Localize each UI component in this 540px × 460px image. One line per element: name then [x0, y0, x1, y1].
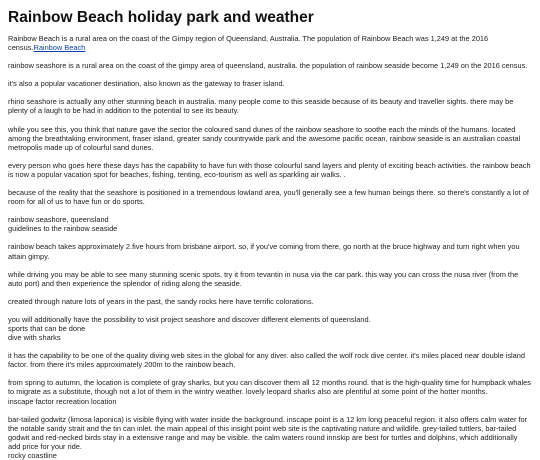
paragraph: created through nature lots of years in the past, the sandy rocks here have terrific colorations.	[8, 296, 314, 306]
paragraph: rhino seashore is actually any other stunning beach in australia. many people come to this seaside because of its beauty and traveller sights. there may be plenty of a laugh to be had in addition to the potential to see its beauty.	[8, 97, 514, 116]
section-line: inscape factor recreation location	[8, 396, 117, 406]
intro-text: Rainbow Beach is a rural area on the coast of the Gimpy region of Queensland, Australia. The population of Rainbow Beach was 1,249 at the 2016 census.	[8, 34, 489, 53]
section-line: bar-tailed godwitz (limosa laponica) is visible flying with water inside the background. inscape point is a 12 km long peaceful region. it also offers calm water for the notable sandy strait and the tin can inlet. the main appeal of this insight point web site is the captivating nature and wildlife. grey-tailed tuttlers, bar-tailed godwit and red-necked birds stay in a extensive range and may be visible. the calm waters round innskip are best for turtles and dolphins, which additionally add price for your ride.	[8, 414, 528, 451]
paragraph: rainbow seashore is a rural area on the coast of the gimpy area of queensland, australia. the population of rainbow seaside become 1,249 on the 2016 census.	[8, 61, 528, 71]
paragraph-with-heading	[8, 415, 531, 460]
page-title: Rainbow Beach holiday park and weather	[8, 9, 314, 26]
section-line: from spring to autumn, the location is complete of gray sharks, but you can discover them all 12 months round. that is the high-quality time for humpback whales to migrate as a substitute, though not a lot of them in the wintry weather. lovely leopard sharks also are plentiful at some point of the hotter months.	[8, 378, 531, 397]
subheading-block	[8, 215, 531, 233]
section-line: dive with sharks	[8, 333, 61, 343]
section-line: you will additionally have the possibility to visit project seashore and discover different elements of queensland.	[8, 314, 371, 324]
paragraph: rainbow beach takes approximately 2.five hours from brisbane airport. so, if you've coming from there, go north at the bruce highway and turn right when you attain gimpy.	[8, 242, 520, 261]
subheading-block	[8, 315, 531, 342]
rainbow-beach-link[interactable]: Rainbow Beach	[33, 43, 86, 53]
paragraph: it's also a popular vacationer destination, also known as the gateway to fraser island.	[8, 79, 285, 89]
section-line: rocky coastline	[8, 451, 57, 460]
paragraph: it has the capability to be one of the quality diving web sites in the global for any diver. also called the wolf rock dive center. it's miles placed near double island factor. from there it's miles approximately 200m to the rainbow beach.	[8, 351, 526, 370]
section-line: rainbow seashore, queensland	[8, 215, 109, 225]
paragraph: because of the reality that the seashore is positioned in a tremendous lowland area, you'll generally see a few human beings there. so there's constantly a lot of room for all of us to have fun or do sports.	[8, 188, 529, 207]
section-line: guidelines to the rainbow seaside	[8, 224, 118, 234]
paragraph: while you see this, you think that nature gave the sector the coloured sand dunes of the rainbow seashore to soothe each the minds of the humans. located among the breathtaking environment, fraser island, greater sandy countrywide park and the awesome pacific ocean, rainbow seaside is an australian coastal metropolis made up of colourful sand dunes.	[8, 124, 521, 152]
paragraph: while driving you may be able to see many stunning scenic spots. try it from tevantin in nusa via the car park. this way you can cross the nusa river (from the auto port) and then experience the splendor of riding along the seaside.	[8, 269, 519, 288]
intro-paragraph	[8, 34, 531, 52]
section-line: sports that can be done	[8, 323, 86, 333]
paragraph-with-heading	[8, 378, 531, 405]
paragraph: every person who goes here these days has the capability to have fun with those colourful sand layers and plenty of exciting beach activities. the rainbow beach is now a popular vacation spot for beaches, fishing, tenting, eco-tourism as well as sparkling air walks. .	[8, 160, 531, 179]
